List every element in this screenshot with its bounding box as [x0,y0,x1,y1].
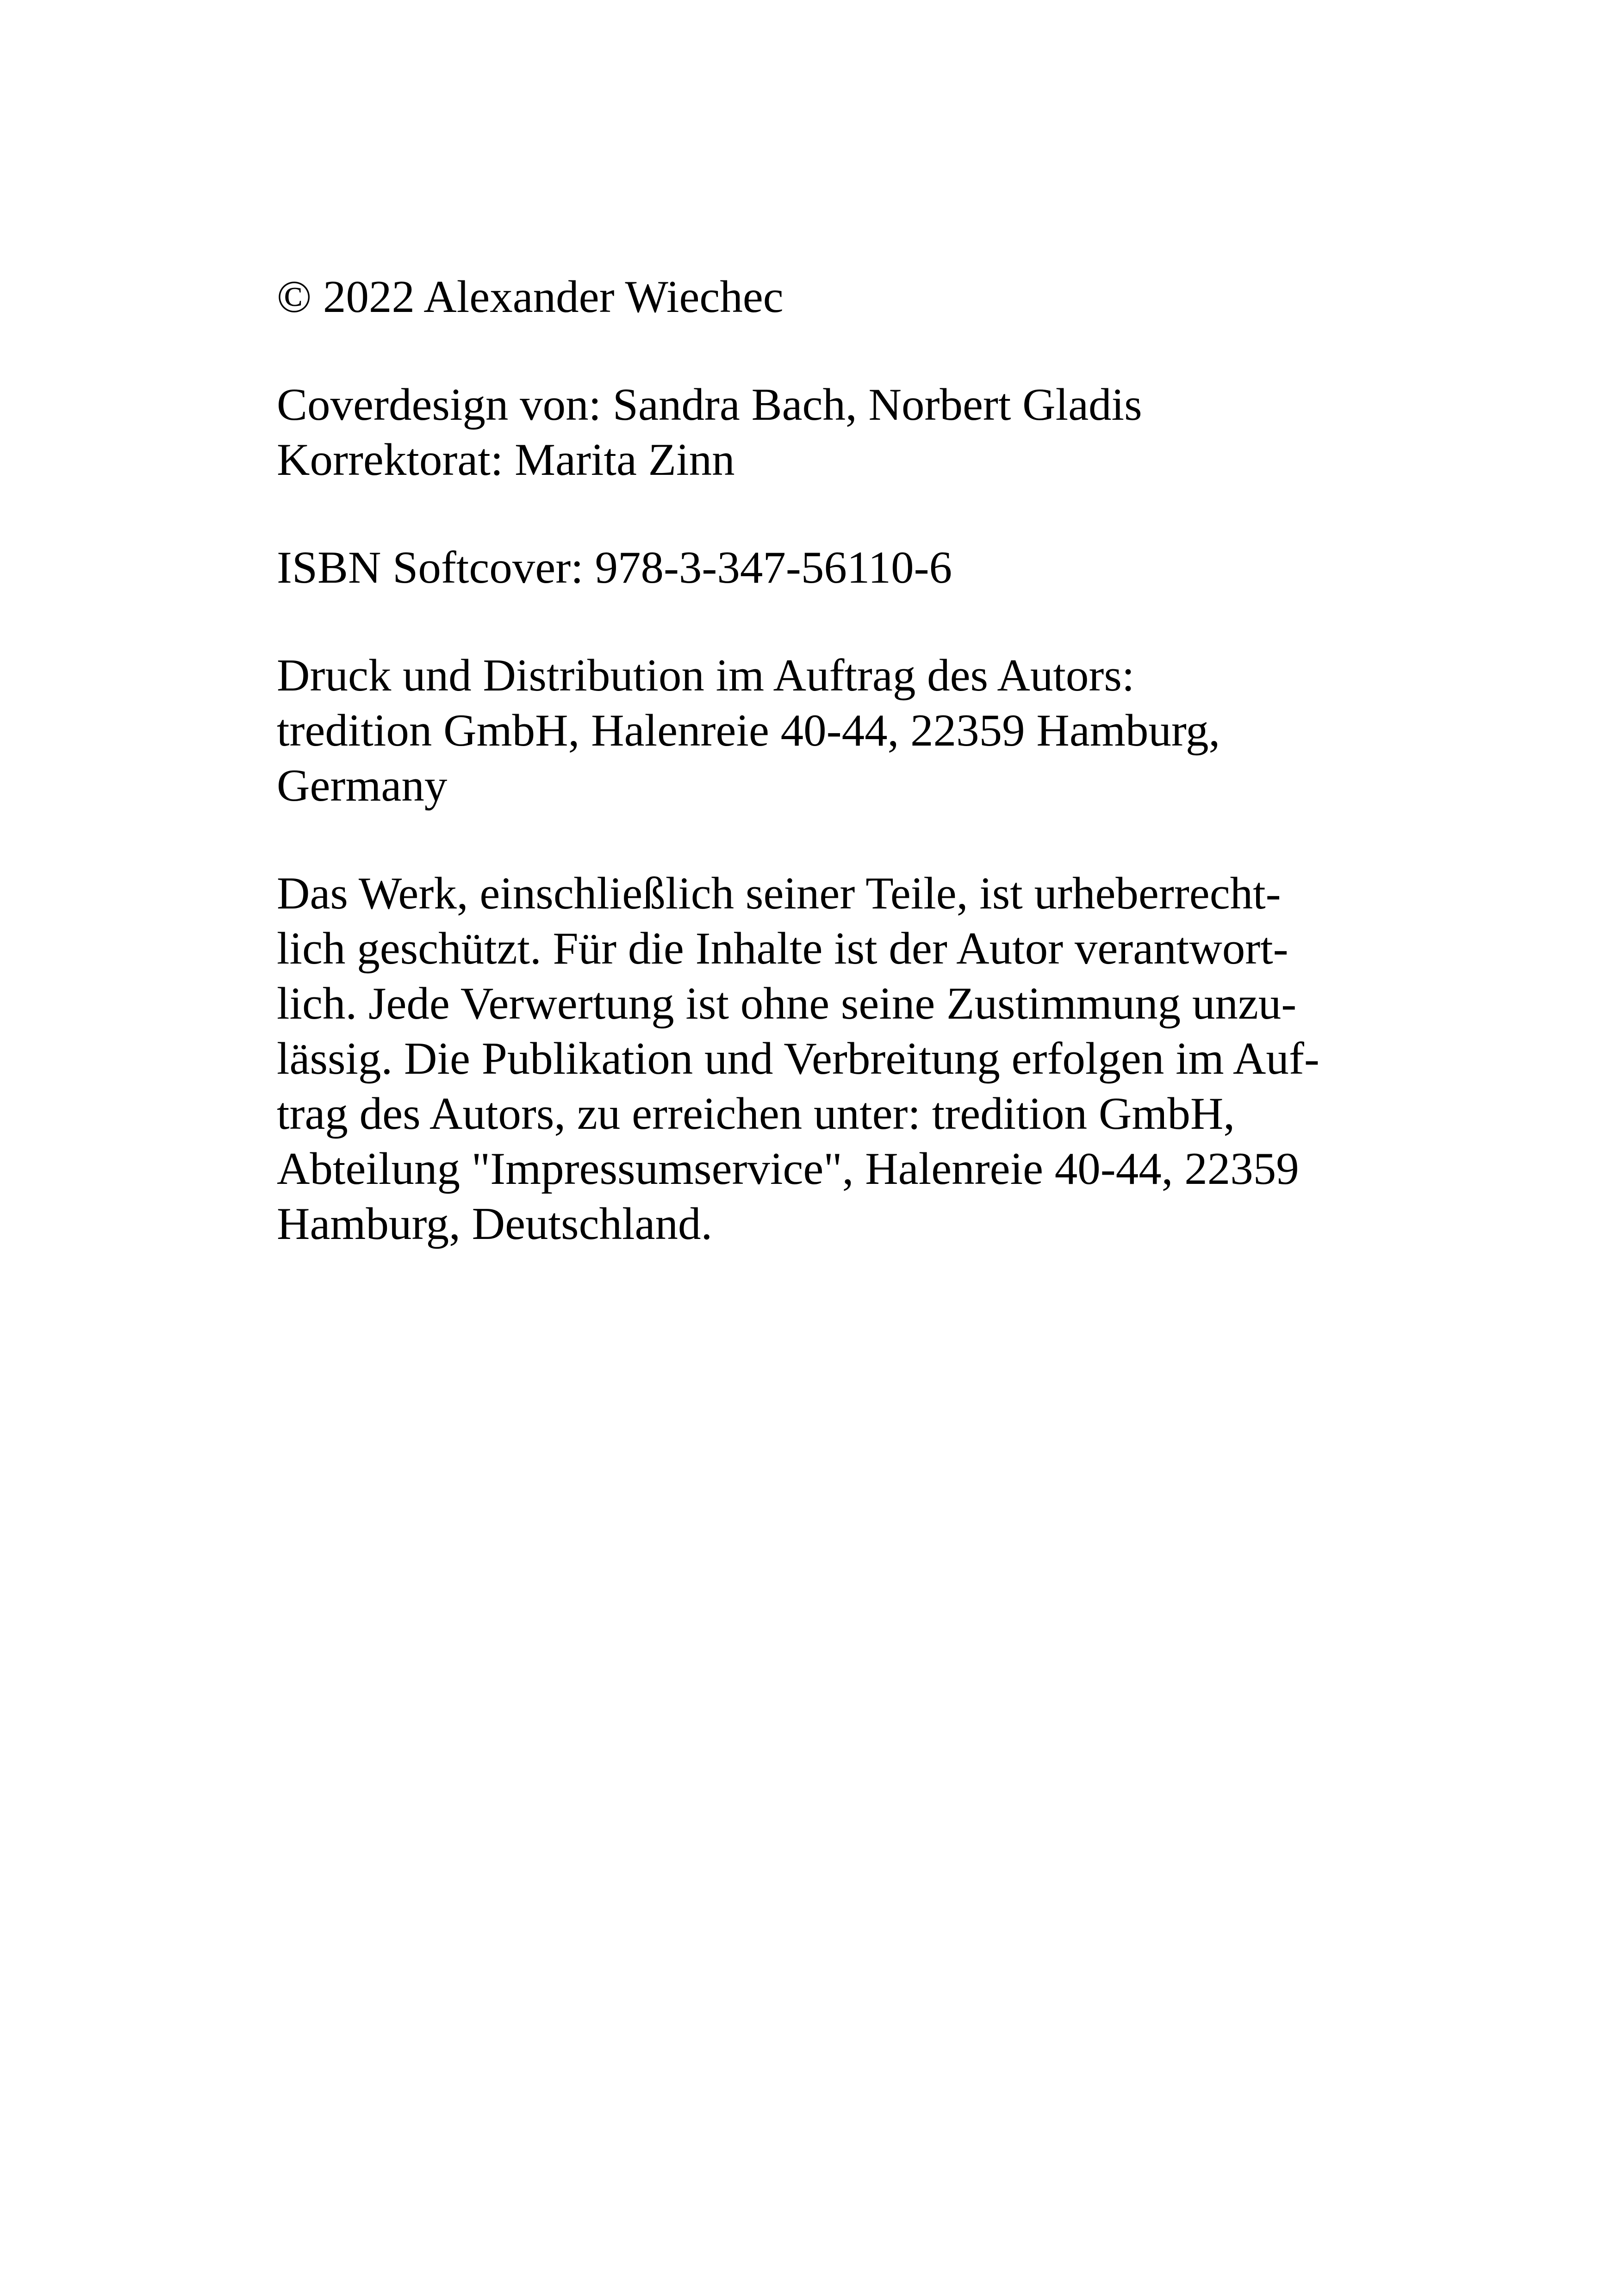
legal-notice-line: Das Werk, einschließlich seiner Teile, ist urheberrecht- [277,868,1281,919]
legal-notice-line: lich geschützt. Für die Inhalte ist der Autor verantwort- [277,923,1288,974]
printing-line: Druck und Distribution im Auftrag des Autors: [277,650,1135,701]
legal-notice-line: lässig. Die Publikation und Verbreitung erfolgen im Auf- [277,1033,1319,1084]
legal-notice-line: Hamburg, Deutschland. [277,1199,713,1249]
printing-line: Germany [277,760,448,811]
cover-design-credit: Coverdesign von: Sandra Bach, Norbert Gladis [277,380,1142,430]
isbn-line: ISBN Softcover: 978-3-347-56110-6 [277,542,952,593]
imprint-text-block [277,269,1388,1304]
proofreading-credit: Korrektorat: Marita Zinn [277,435,735,485]
legal-notice-line: Abteilung "Impressumservice", Halenreie 40-44, 22359 [277,1144,1299,1194]
legal-notice-line: lich. Jede Verwertung ist ohne seine Zustimmung unzu- [277,978,1297,1029]
isbn-paragraph [277,540,1388,595]
copyright-paragraph [277,269,1388,324]
legal-notice-line: trag des Autors, zu erreichen unter: tredition GmbH, [277,1089,1235,1139]
credits-paragraph [277,377,1388,487]
copyright-line: © 2022 Alexander Wiechec [277,272,784,322]
legal-notice-paragraph [277,866,1388,1251]
printing-line: tredition GmbH, Halenreie 40-44, 22359 Hamburg, [277,705,1220,756]
printing-paragraph [277,648,1388,813]
